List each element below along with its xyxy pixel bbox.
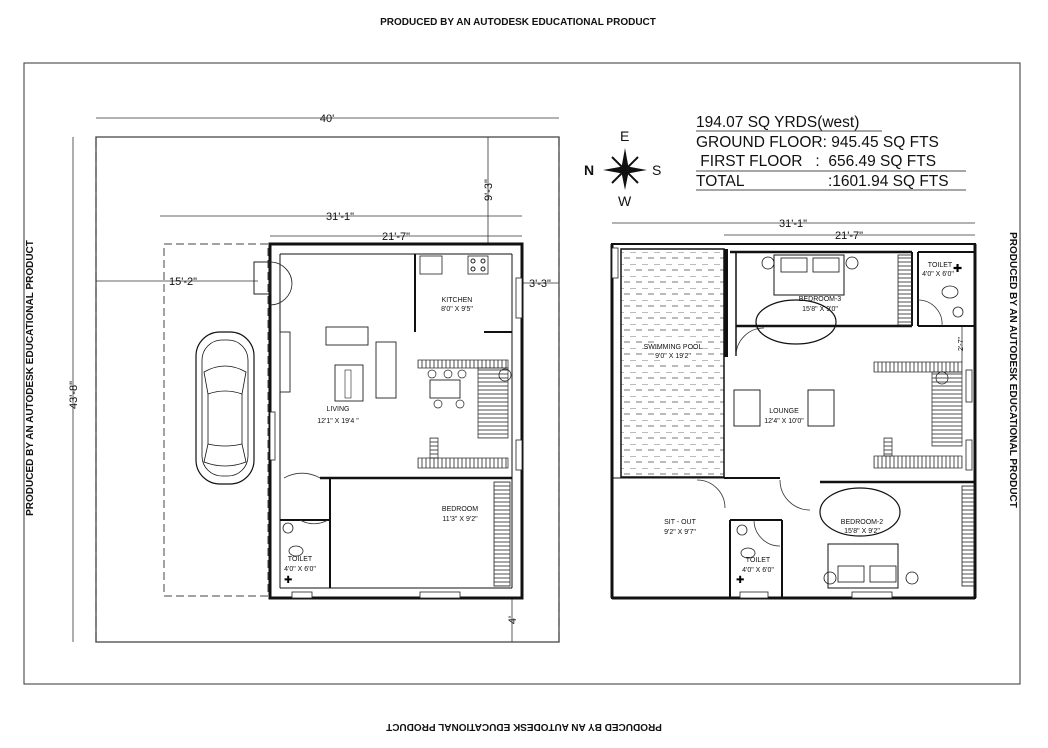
lounge-label: LOUNGE — [769, 408, 799, 415]
first-floor-area: FIRST FLOOR : 656.49 SQ FTS — [696, 153, 937, 170]
bedroom2-size: 15'8" X 9'2" — [844, 528, 880, 535]
ground-floor-plan — [68, 113, 559, 642]
dim-plot-depth: 43'-8" — [68, 380, 80, 410]
bedroom3-size: 15'8" X 9'0" — [802, 306, 838, 313]
dim-first-side: 2'-7" — [958, 337, 965, 351]
compass-n: N — [584, 162, 595, 178]
sitout-size: 9'2" X 9'7" — [664, 529, 696, 536]
toilet-top-size: 4'0" X 6'0" — [922, 271, 954, 278]
dim-ground-width: 31'-1" — [325, 211, 355, 223]
compass-s: S — [652, 162, 662, 178]
bedroom-size: 11'3" X 9'2" — [442, 516, 478, 523]
watermark-bottom: PRODUCED BY AN AUTODESK EDUCATIONAL PRODUCT — [386, 721, 662, 732]
area-summary — [696, 114, 966, 190]
dim-first-inner: 21'-7" — [834, 230, 864, 242]
total-label: TOTAL — [696, 173, 745, 190]
bedroom3-label: BEDROOM-3 — [798, 296, 842, 303]
pool-size: 9'0" X 19'2" — [655, 353, 691, 360]
watermark-top: PRODUCED BY AN AUTODESK EDUCATIONAL PRODUCT — [380, 17, 656, 28]
ground-floor-area: GROUND FLOOR: 945.45 SQ FTS — [696, 134, 939, 151]
lounge-size: 12'4" X 10'0" — [764, 418, 804, 425]
total-value: :1601.94 SQ FTS — [828, 173, 949, 190]
compass-e: E — [620, 128, 630, 144]
kitchen-label: KITCHEN — [441, 297, 473, 304]
shower-icon: ✚ — [953, 262, 963, 275]
dim-side-setback: 3'-3" — [529, 278, 551, 290]
living-size: 12'1" X 19'4 " — [317, 418, 359, 425]
watermark-left: PRODUCED BY AN AUTODESK EDUCATIONAL PRODUCT — [25, 240, 36, 516]
bedroom2-label: BEDROOM-2 — [840, 519, 884, 526]
parking-area — [164, 244, 268, 596]
plot-area: 194.07 SQ YRDS(west) — [696, 114, 860, 131]
toilet-bottom-size: 4'0" X 6'0" — [742, 567, 774, 574]
shower-icon: ✚ — [736, 575, 745, 586]
shower-icon: ✚ — [284, 575, 293, 586]
car-icon — [196, 332, 254, 484]
toilet-label: TOILET — [287, 556, 313, 563]
first-floor-plan — [612, 218, 975, 598]
bedroom-label: BEDROOM — [441, 506, 479, 513]
compass-w: W — [618, 193, 632, 209]
swimming-pool — [621, 249, 724, 477]
dim-ground-inner: 21'-7" — [381, 231, 411, 243]
pool-label: SWIMMING POOL — [643, 344, 703, 351]
toilet-size: 4'0" X 6'0" — [284, 566, 316, 573]
dim-setback-top: 9'-3" — [483, 179, 495, 201]
dim-first-width: 31'-1" — [778, 218, 808, 230]
kitchen-size: 8'0" X 9'5" — [441, 306, 473, 313]
dim-rear-setback: 4' — [507, 615, 519, 625]
living-label: LIVING — [326, 406, 350, 413]
compass — [584, 128, 661, 209]
sitout-label: SIT - OUT — [664, 519, 696, 526]
toilet-bottom-label: TOILET — [745, 557, 771, 564]
dim-plot-width: 40' — [319, 113, 335, 125]
toilet-top-label: TOILET — [927, 262, 953, 269]
dim-front-setback: 15'-2" — [168, 276, 198, 288]
watermark-right: PRODUCED BY AN AUTODESK EDUCATIONAL PRODUCT — [1007, 232, 1018, 508]
